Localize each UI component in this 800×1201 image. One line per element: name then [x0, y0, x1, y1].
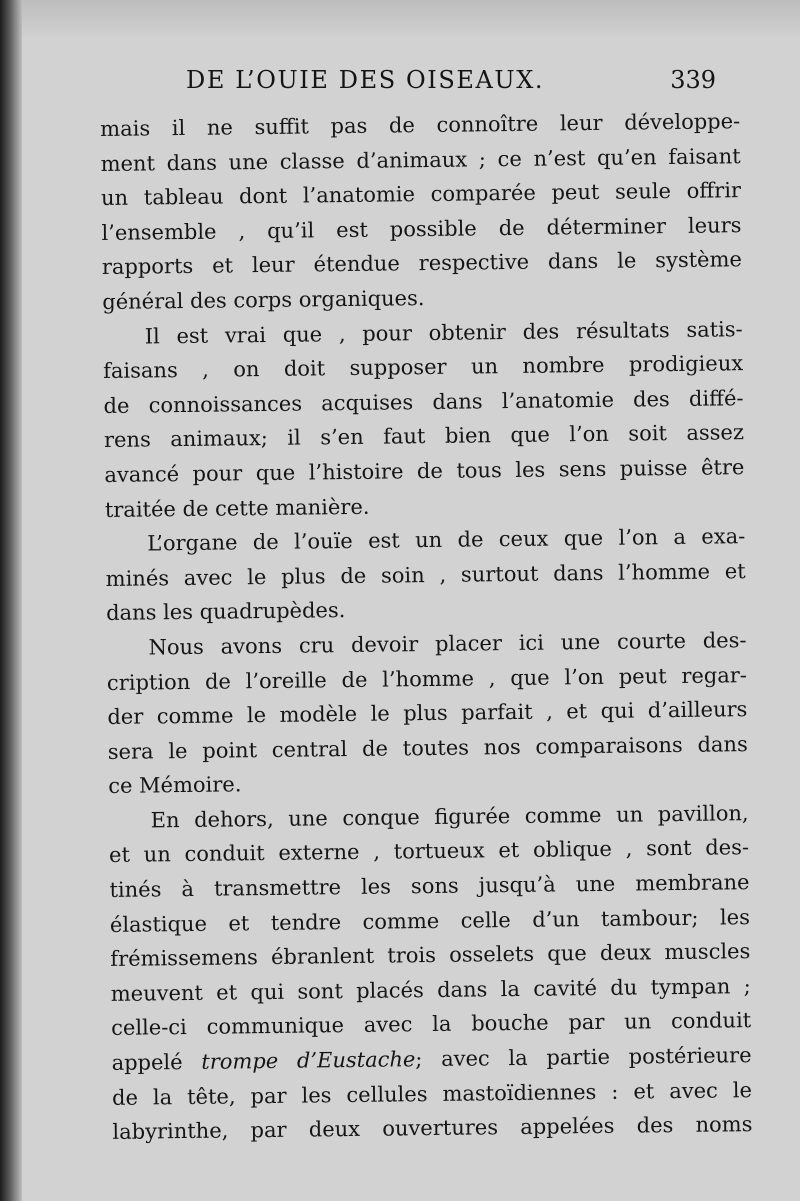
text-line: ment dans une classe d’animaux ; ce n’est qu’en faisant — [100, 143, 741, 176]
text-line: sera le point central de toutes nos comparaisons dans — [107, 731, 748, 764]
text-line: traitée de cette manière. — [104, 494, 370, 522]
text-line: général des corps organiques. — [102, 286, 425, 314]
running-title: DE L’OUIE DES OISEAUX. — [186, 66, 545, 94]
text-line: cription de l’oreille de l’homme , que l’on peut regar- — [106, 662, 748, 695]
text-line: En dehors, une conque figurée comme un pavillon, — [150, 801, 749, 833]
text-fragment: appelé — [111, 1049, 202, 1075]
text-line: tinés à transmettre les sons jusqu’à une membrane — [109, 870, 750, 903]
page-top-shading — [0, 0, 800, 40]
text-line: avancé pour que l’histoire de tous les sens puisse être — [104, 455, 745, 487]
text-line: élastique et tendre comme celle d’un tambour; les — [109, 904, 751, 937]
text-line: meuvent et qui sont placés dans la cavité du tympan ; — [110, 973, 751, 1006]
text-line: Il est vrai que , pour obtenir des résultats satis- — [144, 316, 743, 349]
text-line: celle-ci communique avec la bouche par un conduit — [111, 1008, 752, 1041]
book-gutter-shadow — [0, 0, 22, 1201]
text-line: de la tête, par les cellules mastoïdiennes : et avec le — [111, 1077, 753, 1110]
text-line: un tableau dont l’anatomie comparée peut seule offrir — [100, 178, 742, 211]
text-line: labyrinthe, par deux ouvertures appelées des noms — [112, 1112, 753, 1145]
body-text — [100, 104, 753, 1150]
text-line: rapports et leur étendue respective dans le système — [101, 247, 742, 280]
text-line: dans les quadrupèdes. — [105, 598, 346, 626]
text-line: mais il ne suffit pas de connoître leur développe- — [100, 109, 741, 141]
page-header — [186, 66, 716, 106]
text-line: de connoissances acquises dans l’anatomie des diffé- — [103, 385, 744, 418]
text-line: frémissemens ébranlent trois osselets que deux muscles — [110, 939, 751, 972]
text-line: et un conduit externe , tortueux et oblique , sont des- — [108, 835, 750, 868]
text-line: rens animaux; il s’en faut bien que l’on soit assez — [103, 420, 745, 453]
text-line: Nous avons cru devoir placer ici une courte des- — [148, 628, 747, 660]
text-line: ce Mémoire. — [108, 772, 242, 799]
text-line: l’ensemble , qu’il est possible de déterminer leurs — [101, 212, 742, 245]
text-line: minés avec le plus de soin , surtout dans l’homme et — [105, 558, 746, 591]
text-line: faisans , on doit supposer un nombre prodigieux — [103, 351, 744, 384]
page-number: 339 — [670, 66, 716, 94]
text-line: L’organe de l’ouïe est un de ceux que l’on a exa- — [147, 524, 746, 556]
text-line: der comme le modèle le plus parfait , et qui d’ailleurs — [107, 697, 748, 730]
italic-term: trompe d’Eustache — [201, 1047, 416, 1074]
text-fragment: ; avec la partie postérieure — [415, 1043, 752, 1072]
